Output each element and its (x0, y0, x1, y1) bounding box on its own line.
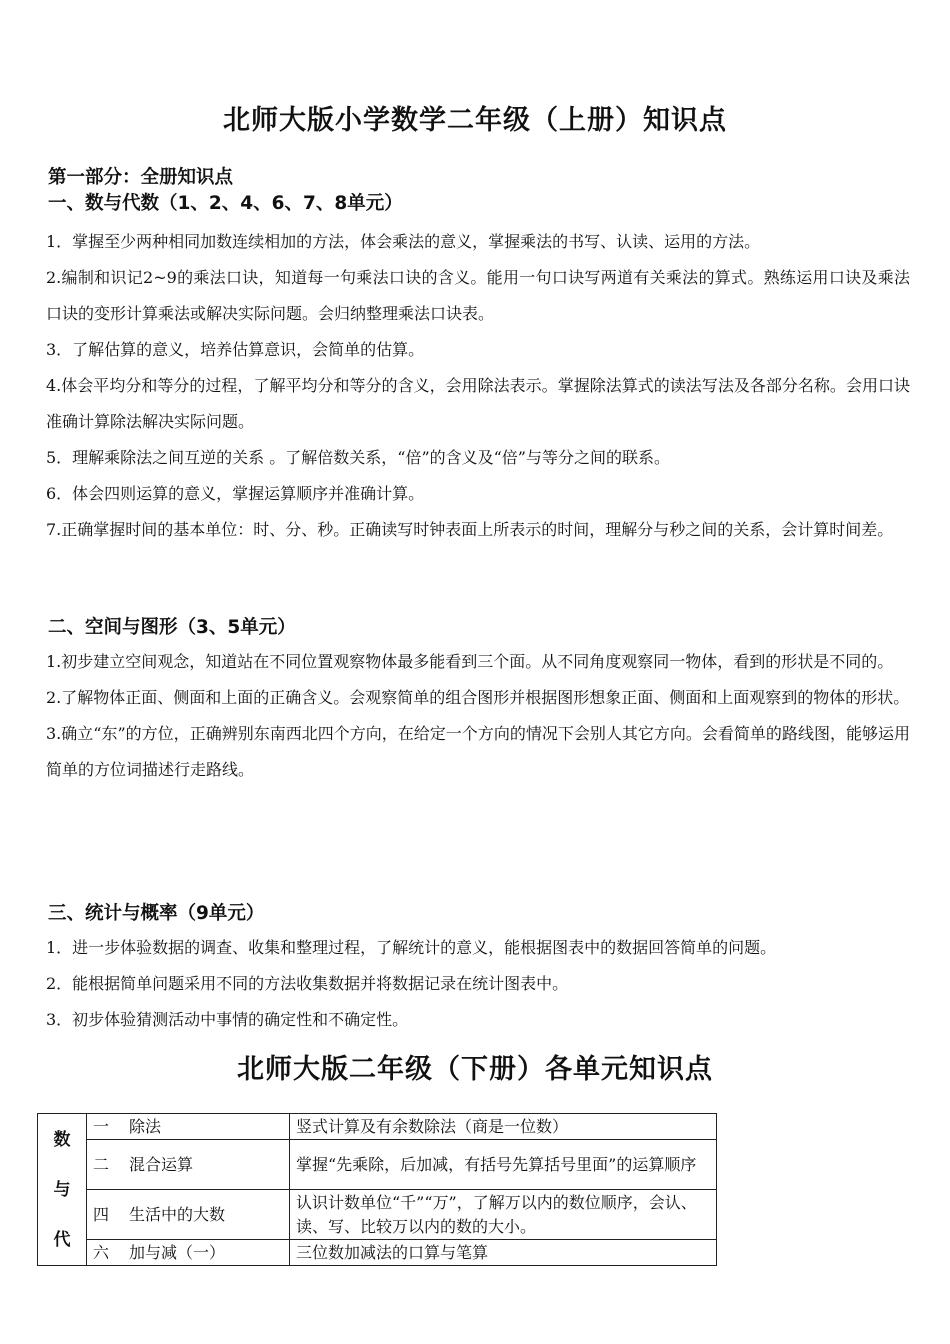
knowledge-item: 3．初步体验猜测活动中事情的确定性和不确定性。 (46, 1010, 409, 1029)
unit-number: 四 (93, 1204, 110, 1224)
section-heading-space-shape: 二、空间与图形（3、5单元） (48, 617, 296, 638)
section-number-algebra (46, 224, 910, 548)
knowledge-item: 2．能根据简单问题采用不同的方法收集数据并将数据记录在统计图表中。 (46, 974, 569, 993)
group-char: 代 (53, 1229, 71, 1250)
unit-cell (87, 1114, 290, 1140)
knowledge-item: 2.了解物体正面、侧面和上面的正确含义。会观察简单的组合图形并根据图形想象正面、侧面和上面观察到的物体的形状。 (46, 688, 910, 707)
knowledge-item: 6．体会四则运算的意义，掌握运算顺序并准确计算。 (46, 484, 425, 503)
table-row (38, 1114, 717, 1140)
content-cell: 认识计数单位“千”“万”，了解万以内的数位顺序，会认、读、写、比较万以内的数的大小。 (290, 1190, 717, 1240)
unit-name: 生活中的大数 (129, 1204, 226, 1224)
content-cell: 三位数加减法的口算与笔算 (290, 1240, 717, 1266)
knowledge-item: 5．理解乘除法之间互逆的关系 。了解倍数关系，“倍”的含义及“倍”与等分之间的联系。 (46, 448, 670, 467)
table-row (38, 1140, 717, 1190)
knowledge-item: 3．了解估算的意义，培养估算意识，会简单的估算。 (46, 340, 425, 359)
unit-number: 一 (93, 1116, 110, 1136)
knowledge-item: 3.确立“东”的方位，正确辨别东南西北四个方向，在给定一个方向的情况下会别人其它方向。会看简单的路线图，能够运用简单的方位词描述行走路线。 (46, 724, 910, 779)
unit-name: 混合运算 (129, 1154, 194, 1174)
document-subtitle: 北师大版二年级（下册）各单元知识点 (237, 1054, 713, 1085)
section-space-shape (46, 644, 910, 788)
units-table (37, 1113, 717, 1266)
table-row (38, 1190, 717, 1240)
part-heading: 第一部分：全册知识点 (48, 167, 234, 188)
section-heading-statistics: 三、统计与概率（9单元） (48, 903, 265, 924)
section-heading-number-algebra: 一、数与代数（1、2、4、6、7、8单元） (48, 193, 403, 214)
content-cell: 掌握“先乘除，后加减，有括号先算括号里面”的运算顺序 (290, 1140, 717, 1190)
unit-cell (87, 1240, 290, 1266)
knowledge-item: 4.体会平均分和等分的过程，了解平均分和等分的含义，会用除法表示。掌握除法算式的读法写法及各部分名称。会用口诀准确计算除法解决实际问题。 (46, 376, 910, 431)
table-row (38, 1240, 717, 1266)
unit-cell (87, 1140, 290, 1190)
knowledge-item: 1．掌握至少两种相同加数连续相加的方法，体会乘法的意义，掌握乘法的书写、认读、运用的方法。 (46, 232, 761, 251)
group-char: 数 (53, 1129, 71, 1150)
unit-name: 加与减（一） (129, 1242, 226, 1262)
unit-cell (87, 1190, 290, 1240)
unit-number: 六 (93, 1242, 110, 1262)
knowledge-item: 1．进一步体验数据的调查、收集和整理过程，了解统计的意义，能根据图表中的数据回答简单的问题。 (46, 938, 777, 957)
unit-name: 除法 (129, 1116, 162, 1136)
unit-number: 二 (93, 1154, 110, 1174)
group-cell (38, 1114, 87, 1266)
content-cell: 竖式计算及有余数除法（商是一位数） (290, 1114, 717, 1140)
section-statistics (46, 930, 910, 1038)
knowledge-item: 2.编制和识记2~9的乘法口诀，知道每一句乘法口诀的含义。能用一句口诀写两道有关乘法的算式。熟练运用口诀及乘法口诀的变形计算乘法或解决实际问题。会归纳整理乘法口诀表。 (46, 268, 910, 323)
knowledge-item: 1.初步建立空间观念，知道站在不同位置观察物体最多能看到三个面。从不同角度观察同一物体，看到的形状是不同的。 (46, 652, 894, 671)
group-char: 与 (53, 1179, 71, 1200)
document-title: 北师大版小学数学二年级（上册）知识点 (223, 105, 727, 136)
knowledge-item: 7.正确掌握时间的基本单位：时、分、秒。正确读写时钟表面上所表示的时间，理解分与秒之间的关系，会计算时间差。 (46, 520, 894, 539)
